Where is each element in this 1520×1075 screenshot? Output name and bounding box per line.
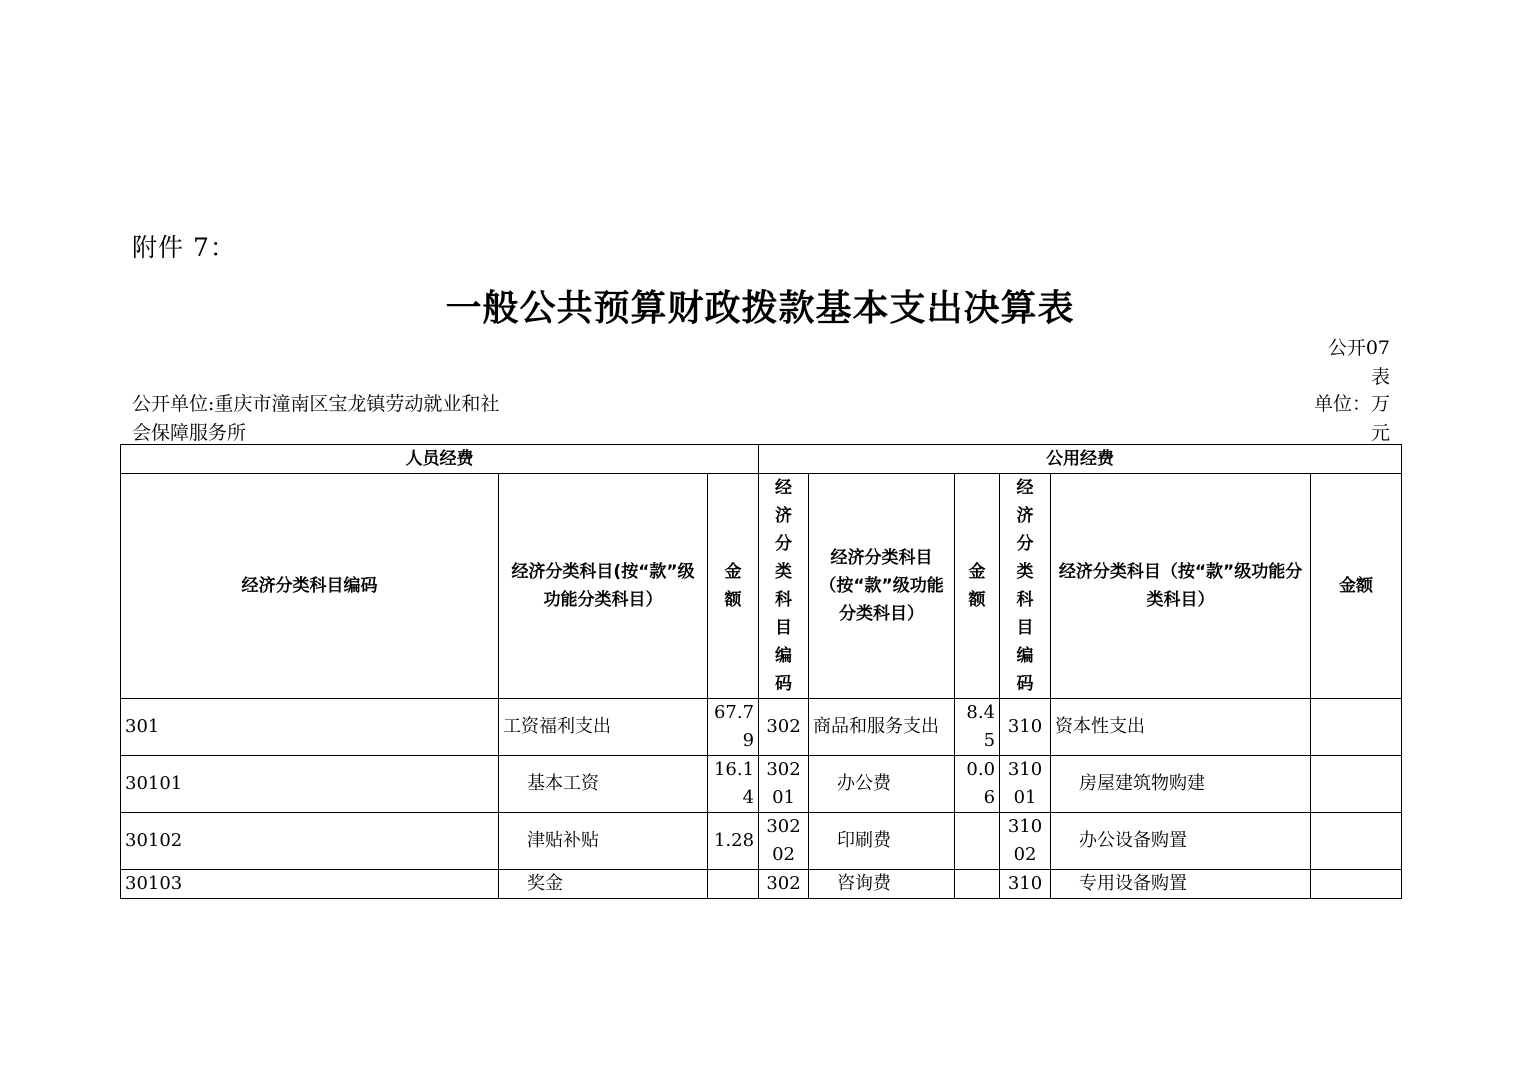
subject-cell: 基本工资 xyxy=(499,756,708,813)
amount-cell: 16.14 xyxy=(708,756,759,813)
amount-cell xyxy=(1311,699,1402,756)
subject-cell: 咨询费 xyxy=(809,870,955,899)
subject-cell: 资本性支出 xyxy=(1051,699,1311,756)
table-row xyxy=(121,699,1402,756)
subject-cell: 房屋建筑物购建 xyxy=(1051,756,1311,813)
code-cell: 30102 xyxy=(121,813,499,870)
header-amount-public: 金额 xyxy=(968,562,986,610)
code-cell: 302 xyxy=(759,699,809,756)
amount-cell xyxy=(955,813,1000,870)
subject-cell: 工资福利支出 xyxy=(499,699,708,756)
subject-cell: 奖金 xyxy=(499,870,708,899)
subject-cell: 印刷费 xyxy=(809,813,955,870)
section-public: 公用经费 xyxy=(759,445,1402,474)
amount-cell xyxy=(1311,756,1402,813)
currency-unit: 单位：万元 xyxy=(1313,393,1390,444)
amount-cell xyxy=(1311,813,1402,870)
expenditure-table xyxy=(120,444,1402,899)
code-cell: 310 xyxy=(1000,699,1051,756)
subject-cell: 办公设备购置 xyxy=(1051,813,1311,870)
code-cell: 31001 xyxy=(1000,756,1051,813)
subject-cell: 办公费 xyxy=(809,756,955,813)
code-cell: 30101 xyxy=(121,756,499,813)
section-personnel: 人员经费 xyxy=(121,445,759,474)
code-cell: 30103 xyxy=(121,870,499,899)
header-subject: 经济分类科目(按“款”级功能分类科目） xyxy=(499,474,708,699)
subject-cell: 津贴补贴 xyxy=(499,813,708,870)
subject-cell: 专用设备购置 xyxy=(1051,870,1311,899)
header-subject-capital: 经济分类科目（按“款”级功能分类科目） xyxy=(1051,474,1311,699)
code-cell: 310 xyxy=(1000,870,1051,899)
code-cell: 302 xyxy=(759,870,809,899)
header-code-public: 经济分类科目编码 xyxy=(775,478,793,694)
amount-cell xyxy=(955,870,1000,899)
header-amount-capital: 金额 xyxy=(1311,474,1402,699)
form-number: 公开07表 xyxy=(1327,337,1390,388)
amount-cell: 1.28 xyxy=(708,813,759,870)
code-cell: 30201 xyxy=(759,756,809,813)
amount-cell xyxy=(708,870,759,899)
header-code: 经济分类科目编码 xyxy=(121,474,499,699)
reporting-unit: 公开单位:重庆市潼南区宝龙镇劳动就业和社会保障服务所 xyxy=(132,393,500,444)
table-row xyxy=(121,813,1402,870)
amount-cell xyxy=(1311,870,1402,899)
code-cell: 31002 xyxy=(1000,813,1051,870)
subject-cell: 商品和服务支出 xyxy=(809,699,955,756)
table-row xyxy=(121,756,1402,813)
header-code-capital: 经济分类科目编码 xyxy=(1016,478,1034,694)
code-cell: 301 xyxy=(121,699,499,756)
header-subject-public: 经济分类科目（按“款”级功能分类科目） xyxy=(809,474,955,699)
page-title: 一般公共预算财政拨款基本支出决算表 xyxy=(445,287,1075,329)
amount-cell: 8.45 xyxy=(955,699,1000,756)
amount-cell: 67.79 xyxy=(708,699,759,756)
table-row xyxy=(121,870,1402,899)
header-amount: 金额 xyxy=(724,562,742,610)
code-cell: 30202 xyxy=(759,813,809,870)
amount-cell: 0.06 xyxy=(955,756,1000,813)
annex-label: 附件 7： xyxy=(132,233,236,262)
